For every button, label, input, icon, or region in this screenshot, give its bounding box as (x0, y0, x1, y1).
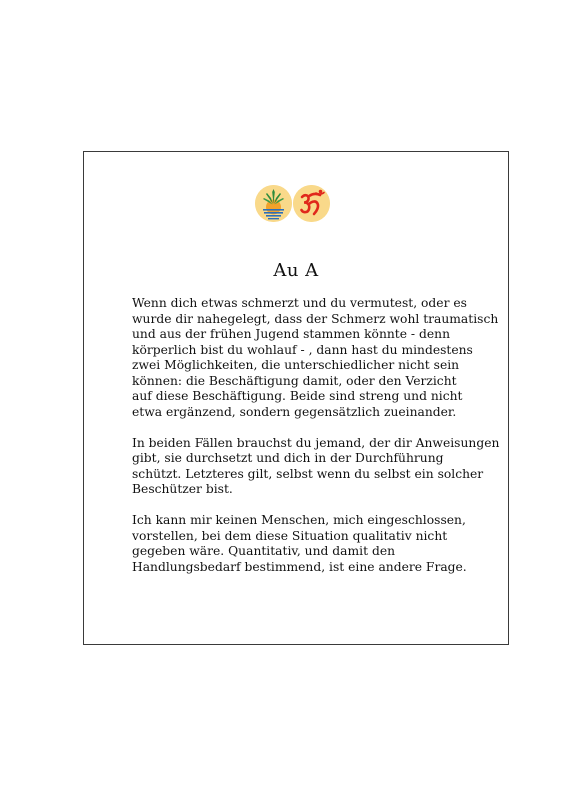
text-line: gegeben wäre. Quantitativ, und damit den (132, 544, 396, 558)
text-line: zwei Möglichkeiten, die unterschiedlicher nicht sein (132, 358, 460, 372)
text-line: Beschützer bist. (132, 482, 233, 496)
paragraph-2 (132, 435, 500, 498)
content-card (83, 151, 509, 645)
page-title: Au A (273, 260, 319, 281)
om-symbol-icon (293, 185, 330, 222)
text-line: gibt, sie durchsetzt und dich in der Durchführung (132, 451, 444, 465)
lotus-sun-icon (255, 185, 292, 222)
body-text (132, 296, 500, 591)
text-line: und aus der frühen Jugend stammen könnte - denn (132, 327, 450, 341)
text-line: Handlungsbedarf bestimmend, ist eine andere Frage. (132, 559, 467, 574)
text-line: Wenn dich etwas schmerzt und du vermutest, oder es (132, 296, 467, 310)
text-line: etwa ergänzend, sondern gegensätzlich zueinander. (132, 404, 457, 419)
paragraph-1 (132, 296, 499, 420)
text-line: körperlich bist du wohlauf - , dann hast du mindestens (132, 342, 473, 357)
text-line: schützt. Letzteres gilt, selbst wenn du selbst ein solcher (132, 466, 484, 481)
text-line: vorstellen, bei dem diese Situation qualitativ nicht (132, 528, 448, 543)
text-line: können: die Beschäftigung damit, oder den Verzicht (132, 373, 457, 388)
text-line: wurde dir nahegelegt, dass der Schmerz wohl traumatisch (132, 311, 499, 326)
text-line: Ich kann mir keinen Menschen, mich eingeschlossen, (132, 513, 466, 527)
logo-group (255, 185, 330, 222)
text-line: In beiden Fällen brauchst du jemand, der dir Anweisungen (132, 435, 500, 450)
text-line: auf diese Beschäftigung. Beide sind streng und nicht (132, 389, 463, 403)
paragraph-3 (132, 513, 472, 575)
